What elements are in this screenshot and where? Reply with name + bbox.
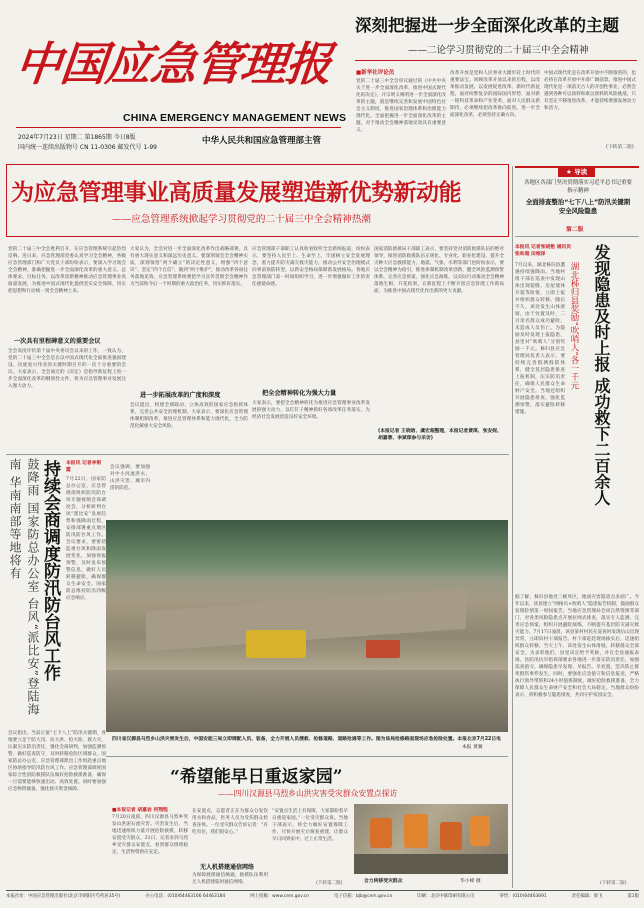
lead-col3: 应急管理部干部职工认真收看收听全会新闻报道，纷纷表示，要坚持人民至上、生命至上，牢固树立安全发展理念，着力提升防灾减灾救灾能力，推动公共安全治理模式向事前预防转型，以新安全格局保障新发展格局。各地应急管理部门第一时间组织学习，进一步增强做好工作的责任感使命感。: [252, 247, 370, 287]
lead-section1: 一次具有里程碑意义的重要会议: [14, 338, 101, 345]
footer-print: 印刷：北京中联印刷有限公司: [417, 894, 475, 899]
feature-continued: (下转第二版): [316, 881, 343, 886]
feature-subtitle: ——四川汉源县马烈乡山洪灾害受灾群众安置点探访: [218, 789, 398, 798]
lead-col2: 大家认为，全会对进一步全面深化改革作出战略部署，具有重大现实意义和深远历史意义。要深刻领会全会精神实质，深刻领悟“两个确立”的决定性意义，增强“四个意识”、坚定“四个自信”、做到“两个维护”，推动改革各项任务落地见效。应急管理系统要把学习宣传贯彻全会精神作为当前和今后一个时期的重大政治任务，切实抓好落实。: [130, 247, 248, 287]
flood-story-title: 持续会商调度防汛防台风工作: [40, 460, 60, 681]
guide-title: ★ 导读: [558, 166, 595, 177]
top-story-col3: 中国式现代化是在改革开放中不断推进的，也必将在改革开放中开辟广阔前景。推进中国式现代化是一项前无古人的开创性事业，必然会遇到各种可以预料和难以预料的风险挑战，只有坚定不移推进改革，才能持续增强发展动力和活力。: [544, 71, 636, 111]
flood-col-bottom: 会议指出，当前正值“七下八上”防汛关键期，各地要立足于防大汛、抗大洪、抢大险、救大灾，压紧压实防汛责任，强化会商研判，加强监测预警，做好巡查防守，及时转移危险区域群众。国家防总办公室、应急管理部派出工作组赴重点地区协助指导防汛防台风工作。应急管理部调度国家综合性消防救援队伍做好抢险救援准备，确保一旦需要能够快速出动、高效处置。同时要加强应急物资储备，强化救灾资金保障。: [8, 731, 106, 792]
lead-col3-b: 大家表示，要把全会精神转化为推进应急管理事业改革发展的强大动力，以钉钉子精神抓好各项改革任务落实，为经济社会发展创造良好安全环境。: [252, 401, 370, 420]
top-story-col1: 党的二十届三中全会审议通过的《中共中央关于进一步全面深化改革、推进中国式现代化的决定》，开宗明义阐明进一步全面深化改革的主题，就是继续完善和发展中国特色社会主义制度，推进国家治理体系和治理能力现代化。全面把握进一步全面深化改革的主题，对于推动全会精神落地见效具有重要意义。: [356, 79, 446, 133]
lead-section3: 把全会精神转化为强大力量: [262, 390, 337, 397]
footer-email: 电子信箱：bjb@cem.gov.cn: [334, 894, 393, 899]
flood-col1: 7月22日，国家防总办公室、应急管理部组织防汛防台风专题视频会商调度会，分析研判台风“派比安”发展趋势和强降雨过程，安排部署重点地区防汛防台风工作。会议要求，要密切监视台风和降雨发展变化，加强预报预警，及时发布预警信息，做好人员转移避险，确保群众生命安全。国家防总维持防汛四级应急响应。: [66, 477, 106, 601]
guide-item2[interactable]: 全面排查整治“七下八上”防汛关键期安全风险隐患: [525, 198, 631, 215]
feature-photo-credit: 华小峰 摄: [460, 879, 481, 884]
top-story-col2: 改革开放是党和人民事业大踏步赶上时代的重要法宝。回顾改革开放以来的历程，以改革推动发展、以发展促进改革。新时代新征程，面对纷繁复杂的国际国内形势，面对新一轮科技革命和产业变革，面对人民群众新期待，必须继续把改革推向前进。进一步全面深化改革，必须坚持正确方向。: [450, 71, 540, 118]
guide-item1[interactable]: 各地区各部门坚决贯彻落实习近平总书记重要指示精神: [524, 180, 632, 194]
feature-photo: [354, 804, 508, 874]
guide-page: 第二版: [566, 227, 584, 233]
flood-story-subtitle: 鼓降雨 国家防总办公室 台风“派比安”登陆海南 华南南部等地将有: [8, 458, 40, 716]
masthead-sponsor: 中华人民共和国应急管理部主管: [202, 136, 322, 146]
lead-story-title: 为应急管理事业高质量发展塑造新优势新动能: [11, 179, 461, 206]
right-story-title: 发现隐患及时上报 成功救下二百余人: [592, 244, 611, 506]
right-story-byline: 本报讯 记者张晓艳 通讯员张和超 田维泽: [515, 245, 572, 257]
right-story-subtitle: 湖北秭归县奖励“吹哨人”各一千元: [569, 262, 579, 390]
feature-photo-caption: 合力转移受灾群众: [364, 879, 403, 884]
lead-col4: 国家消防救援局干部职工表示，要坚持党对消防救援队伍的绝对领导，推进消防救援队伍正规化、专业化、职业化建设，提升全灾种大应急救援能力。地震、气象、水利等部门也纷纷表示，要以全会精神为指引，推进体制机制改革创新，健全风险监测预警体系，完善应急预案，强化应急演练，以实际行动推动全会精神落地生根、开花结果，在新征程上不断开创应急管理工作新局面，为推进中国式现代化作出新的更大贡献。: [374, 247, 504, 294]
masthead-date: 2024年7月23日 星期二 第1865期 今日8版: [18, 134, 136, 141]
flood-photo-credit: 本报 黄翼: [462, 745, 483, 750]
flood-col2: 会议强调，要加强对中小河流洪水、山洪灾害、城市内涝的防范。: [110, 465, 150, 491]
feature-byline: ■本报记者 胡嘉岩 何翔程: [112, 808, 168, 813]
masthead-english: CHINA EMERGENCY MANAGEMENT NEWS: [123, 112, 347, 124]
feature-section: 无人机搭建通信网络: [200, 864, 255, 871]
footer-phone: 办公电话：(010)64463166 64463184: [145, 894, 226, 899]
feature-col3: “安置点生活上有保障，大家都盼着早日重返家园。”一位受灾群众说。当地干部表示，将全力做好安置保障工作，尽快开展灾后恢复重建，让群众早日回到家中，过上正常生活。: [272, 809, 348, 842]
masthead-cn: 国内统一连续出版物号 CN 11-0306 邮发代号 1-99: [18, 144, 157, 151]
right-story-continued: (下转第二版): [600, 881, 627, 886]
lead-col2-b: 会议提出，构建全域联动、立体高效的国家应急指挥体系，完善公共安全治理机制。大家表示，要深化应急管理体制机制改革，推进应急管理体系和能力现代化，全力防范化解重大安全风险。: [130, 403, 248, 429]
feature-title: “希望能早日重返家园”: [170, 767, 343, 787]
footer-address: 本报社址：中国应急管理出版社(北京市朝阳区芍药居35号): [6, 894, 121, 899]
footer-editor: 责任编辑：梁飞: [571, 894, 603, 899]
lead-story-subtitle: ——应急管理系统掀起学习贯彻党的二十届三中全会精神热潮: [112, 214, 372, 225]
footer-price: 零售：(010)64463691: [499, 894, 547, 899]
footer-web: 网上投稿：www.cem.gov.cn: [250, 894, 310, 899]
star-icon: ★: [566, 168, 575, 176]
top-story-subtitle: ——二论学习贯彻党的二十届三中全会精神: [408, 45, 589, 56]
footer-page: 第1版: [627, 894, 639, 899]
right-story-col-a: 7月以来，湖北秭归县遭遇持续强降雨。当地村组干部在巡查中发现山体出现裂缝、房屋墙体开裂等险情，立即上报并组织群众转移。随后不久，该处发生山体滑坡，由于处置及时，二百余名群众成功避险，未造成人员伤亡。为鼓励及时发现上报隐患，县里对“吹哨人”分别奖励一千元。秭归县应急管理局负责人表示，要持续完善群测群防体系，健全基层隐患排查上报机制，压实防汛责任，确保人民群众生命财产安全。当地还组织开展隐患排查，强化监测预警，落实避险转移措施。: [515, 263, 565, 415]
flood-photo-caption: 四川省汉源县马烈乡山洪灾害发生后，中国安能三局立即调配人员、装备，全力开展人员搜救、抢修道路、道路抢通等工作。图为该局抢修路面现场应急抢险处置。本报北京7月22日电: [112, 737, 501, 742]
lead-col1-a: 党的二十届三中全会胜利召开，在应急管理系统引起热烈反响。连日来，应急管理部党委认真学习全会精神，各级应急管理部门和广大党员干部纷纷表示，要深入学习领会全会精神，准确把握进一步全面深化改革的重大意义、总体要求、目标任务，以改革创新精神推动应急管理事业高质量发展，为推进中国式现代化提供坚实安全保障，切实把思想和行动统一到全会精神上来。: [8, 247, 126, 294]
top-story-continued: (下转第二版): [606, 145, 634, 150]
lead-footer: (本报记者 王晓晗、虞宏超整理，本报记者黄琪、张安妮、胡嘉蓉、李斌琛参与采访): [378, 429, 502, 441]
masthead-logo: 中国应急管理报: [12, 37, 334, 91]
lead-section2: 进一步拓展改革的广度和深度: [140, 392, 221, 399]
flood-photo: [106, 520, 508, 732]
footer-bar: [6, 893, 639, 899]
top-story-label: ■新华社评论员: [356, 70, 395, 76]
feature-col1: 7月20日凌晨，四川汉源县马烈乡突发山洪泥石流灾害。灾害发生后，当地迅速组织力量开展抢险救援，转移安置受灾群众。21日，记者来到马烈乡受灾群众安置点，看到群众情绪稳定，生活物资供应充足。: [112, 815, 188, 855]
feature-col2-b: 为保障救援通信畅通，救援队伍利用无人机搭建临时通信网络。: [192, 873, 268, 885]
flood-story-byline: 本报讯 记者李银霞: [66, 461, 102, 473]
top-story-title: 深刻把握进一步全面深化改革的主题: [355, 16, 619, 35]
lead-col1-b: 全会高度评价第十届中央委员会以来的工作，一致认为，党的二十届三中全会是在以中国式现代化全面推进强国建设、民族复兴伟业的关键时期召开的一次十分重要的会议。大家表示，全会通过的《决定》是指导新征程上进一步全面深化改革的纲领性文件，将为应急管理事业发展注入强大动力。: [8, 349, 126, 389]
feature-col2: 在安置点，志愿者正在为群众分发饮用水和食品，医务人员为受伤群众检查身体。一位受灾群众告诉记者：“有吃有住，我们很安心。”: [192, 809, 268, 835]
right-story-col-b: 据了解，秭归县地处三峡库区，地质灾害隐患点多面广。今年以来，该县建立“网格员+吹哨人”隐患报告机制，鼓励群众发现险情第一时间报告。当地应急管理局会同自然资源等部门，对各类风险隐患点开展拉网式排查，落实专人监测，完善应急预案，组织开展避险演练，不断提升基层防灾减灾救灾能力。7月17日凌晨，该县某村村民在巡查时发现后山出现异常，立即向村干部报告。村干部赶赴现场核实后，迅速组织群众转移。当天上午，该处发生山体滑坡，转移群众全部安全。为表彰他们，县里决定给予奖励，并在全县通报表扬。县防汛抗旱指挥部要求各地进一步落实防汛责任，加强巡查值守，确保隐患早发现、早报告、早处置，坚决防止群死群伤事件发生。同时，要强化应急值守和信息报送，严格执行领导带班和24小时值班制度，做好抢险救援准备，全力保障人民群众生命财产安全和社会大局稳定。当地群众纷纷表示，将积极参与隐患排查，共同守护家园安全。: [515, 595, 639, 698]
